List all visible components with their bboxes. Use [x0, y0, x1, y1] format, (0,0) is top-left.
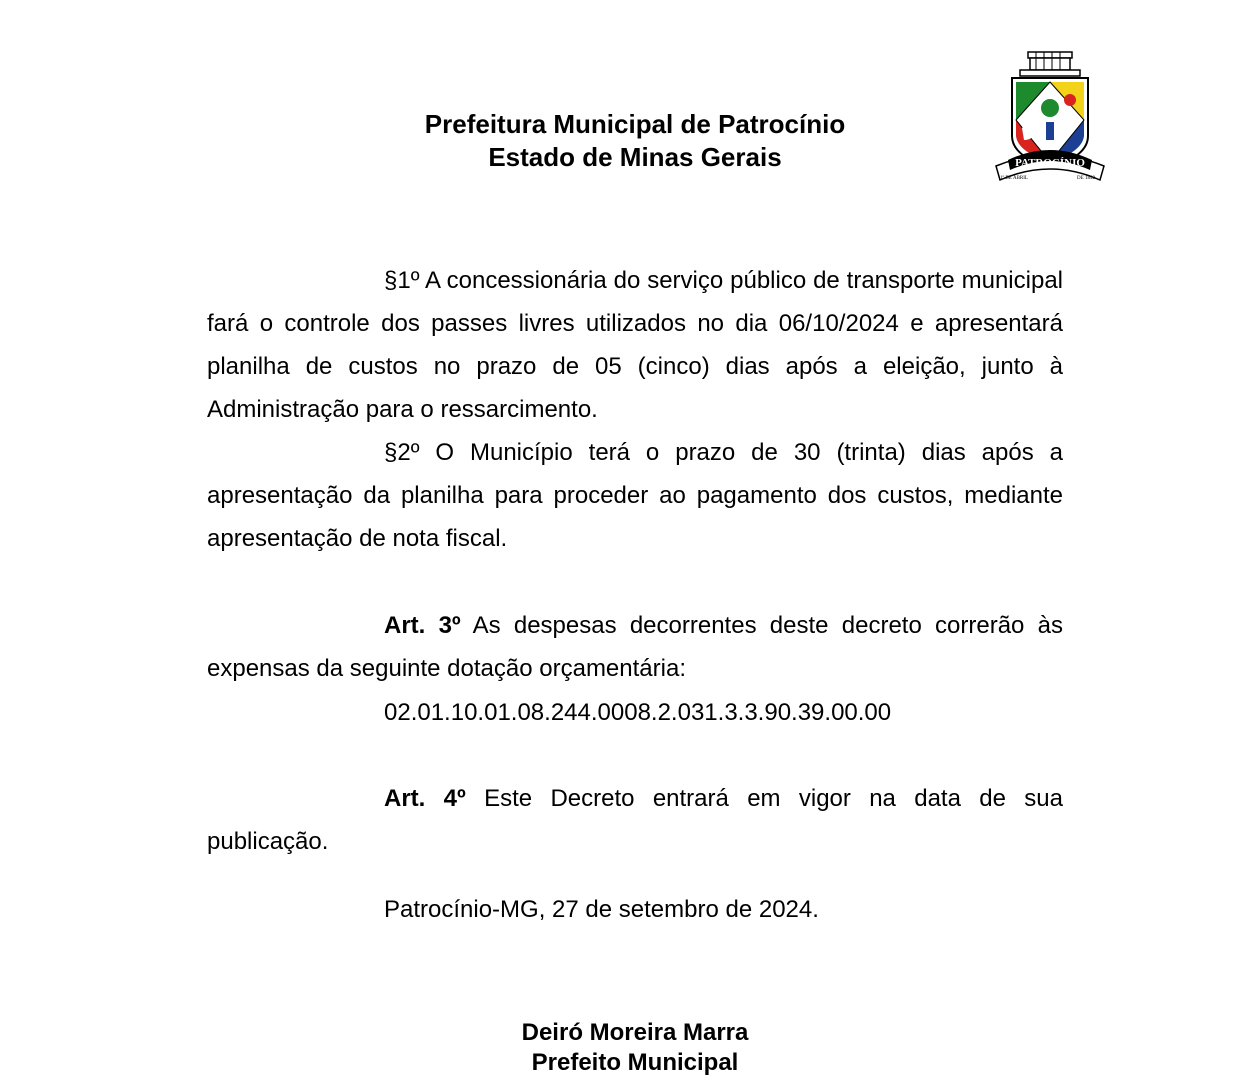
document-header — [335, 108, 935, 174]
paragraph-2: §2º O Município terá o prazo de 30 (trinta) dias após a apresentação da planilha para proceder ao pagamento dos custos, mediante apresentação de nota fiscal. — [207, 439, 1063, 552]
article-3-text: As despesas decorrentes deste decreto correrão às expensas da seguinte dotação orçamentária: — [207, 612, 1063, 682]
article-3-label: Art. 3º — [384, 612, 461, 639]
article-4 — [207, 777, 1063, 863]
article-4-label: Art. 4º — [384, 785, 466, 812]
crest-banner-text: PATROCÍNIO — [1015, 157, 1085, 169]
article-3 — [207, 604, 1063, 690]
header-state: Estado de Minas Gerais — [488, 142, 782, 172]
article-4-text: Este Decreto entrará em vigor na data de sua publicação. — [207, 785, 1063, 855]
budget-code: 02.01.10.01.08.244.0008.2.031.3.3.90.39.00.00 — [384, 699, 892, 726]
signature-block — [435, 1018, 835, 1078]
crest-right-ribbon: DE 1842 — [1077, 176, 1095, 181]
date-line: Patrocínio-MG, 27 de setembro de 2024. — [384, 896, 819, 923]
paragraph-section-1-2 — [207, 259, 1063, 560]
signatory-name: Deiró Moreira Marra — [521, 1019, 749, 1046]
header-city-hall: Prefeitura Municipal de Patrocínio — [424, 109, 846, 139]
crest-left-ribbon: 1º DE ABRIL — [1000, 176, 1028, 181]
municipal-coat-of-arms — [990, 48, 1110, 188]
signatory-title: Prefeito Municipal — [531, 1049, 739, 1076]
paragraph-1: §1º A concessionária do serviço público de transporte municipal fará o controle dos passes livres utilizados no dia 06/10/2024 e apresentará planilha de custos no prazo de 05 (cinco) dias após a eleição, junto à Administração para o ressarcimento. — [207, 267, 1063, 423]
